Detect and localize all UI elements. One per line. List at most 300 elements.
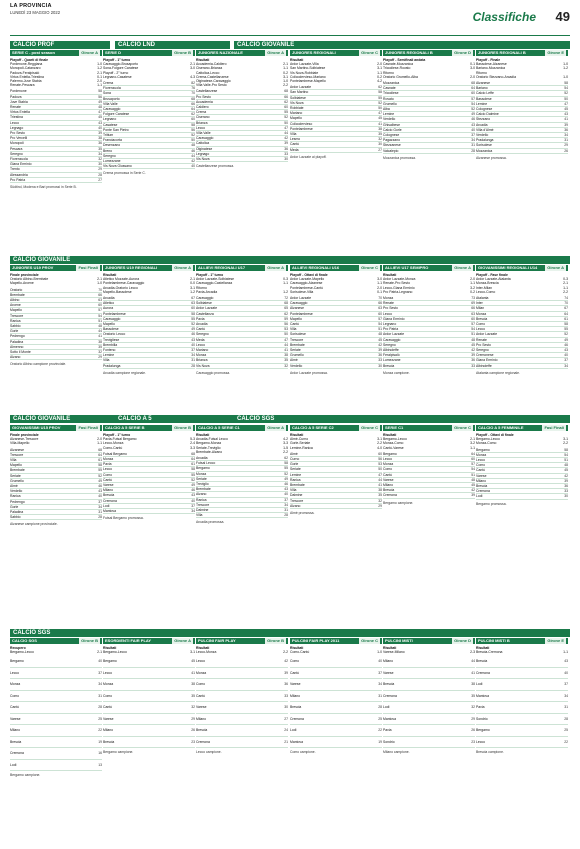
table-row <box>383 493 475 498</box>
match-score: 3-1 <box>190 285 195 290</box>
team-name: Como <box>10 693 20 698</box>
team-points: 28 <box>98 515 102 520</box>
team-points: 56 <box>98 94 102 99</box>
team-name: Monza <box>383 296 394 301</box>
team-points: 42 <box>284 659 288 664</box>
team-points: 63 <box>98 298 102 303</box>
team-name: Como <box>290 659 300 664</box>
table-row <box>10 748 102 760</box>
team-points: 41 <box>191 670 195 675</box>
team-name: Vis Nova <box>290 100 304 105</box>
team-points: 32 <box>284 363 288 368</box>
team-name: Pro Sesto <box>10 131 25 136</box>
block-title-text: CALCIO A 5 FEMMINILE <box>478 425 524 430</box>
team-points: 60 <box>284 105 288 110</box>
team-points: 21 <box>284 739 288 744</box>
team-name: Dalmine <box>196 508 209 513</box>
team-name: Verdello <box>383 117 396 122</box>
table-row <box>383 691 475 703</box>
match-result <box>196 650 288 654</box>
team-name: Ranica <box>10 318 21 323</box>
team-name: Legnano <box>383 322 397 327</box>
team-name: Pro Sesto <box>476 342 491 347</box>
team-points: 43 <box>191 337 195 342</box>
team-name: Almè <box>10 484 18 489</box>
team-name: Cantù <box>196 693 206 698</box>
standings-block <box>383 425 475 627</box>
group-badge: Girone E <box>547 638 564 643</box>
team-points: 24 <box>284 728 288 733</box>
team-name: Ranica <box>290 477 301 482</box>
team-points: 57 <box>471 322 475 327</box>
table-row <box>196 364 288 369</box>
match-score: 2-1 <box>190 277 195 282</box>
standings-table <box>290 452 382 509</box>
newspaper-name: LA PROVINCIA <box>10 3 52 9</box>
team-name: Milano <box>383 483 393 488</box>
block-title-text: PULCINI MISTI <box>385 638 413 643</box>
team-points: 27 <box>284 716 288 721</box>
block-note: Caravaggio promossa. <box>196 370 231 375</box>
team-points: 58 <box>191 467 195 472</box>
team-points: 61 <box>564 316 568 321</box>
team-name: Sorisolese <box>290 332 306 337</box>
team-points: 34 <box>98 151 102 156</box>
team-name: Lecco <box>196 659 206 664</box>
match-teams: Olginatese-Caravaggio <box>196 79 231 84</box>
match-teams: Ardor Lazzate-Atalanta <box>476 277 511 282</box>
match-score: 3-0 <box>377 277 382 282</box>
block-note: Alzanese campione provinciale. <box>10 522 58 527</box>
team-name: Brembate <box>290 342 305 347</box>
results-label: Finale provinciale <box>10 273 39 277</box>
team-points: 35 <box>191 693 195 698</box>
team-points: 63 <box>378 306 382 311</box>
team-points: 56 <box>191 127 195 132</box>
block-title-text: CALCIO A 5 SERIE B <box>105 425 145 430</box>
team-name: Casnate <box>383 86 396 91</box>
match-teams: Lecco-Giana Erminio <box>383 285 415 290</box>
team-points: 51 <box>471 332 475 337</box>
results-label: Risultati <box>383 433 397 437</box>
results-label: Playoff - Semifinali andata <box>383 58 426 62</box>
match-teams: Villa Valle-Pro Sesto <box>196 83 227 88</box>
team-name: Lodi <box>476 494 483 499</box>
match-score: 1-1 <box>470 281 475 286</box>
match-score: 1-0 <box>377 650 382 655</box>
team-name: Alzano <box>290 503 301 508</box>
standings-block <box>103 265 195 413</box>
team-points: 68 <box>98 447 102 452</box>
team-points: 46 <box>284 482 288 487</box>
group-badge: Girone B <box>267 638 284 643</box>
team-points: 43 <box>471 122 475 127</box>
team-points: 66 <box>191 101 195 106</box>
block-title <box>476 50 568 56</box>
team-points: 57 <box>98 308 102 313</box>
team-name: Padova <box>10 94 22 99</box>
team-points: 39 <box>98 131 102 136</box>
team-name: Seregno <box>196 332 209 337</box>
block-title <box>10 265 102 271</box>
team-name: Renate <box>10 105 21 110</box>
team-points: 66 <box>98 292 102 297</box>
results-label: Risultati <box>196 646 210 650</box>
team-name: Rovato <box>383 96 394 101</box>
match-teams: Monopoli-Catanzaro <box>10 66 41 71</box>
team-points: 64 <box>564 311 568 316</box>
team-name: Mapello <box>10 463 22 468</box>
match-score: 3-2 <box>470 441 475 446</box>
match-teams: Tricodiese-Rovato <box>383 66 411 71</box>
team-name: Pedrengo <box>10 499 25 504</box>
match-result <box>103 75 195 79</box>
team-name: Gorle <box>290 462 299 467</box>
team-points: 38 <box>378 488 382 493</box>
team-points: 43 <box>98 120 102 125</box>
team-points: 28 <box>98 172 102 177</box>
team-points: 58 <box>191 311 195 316</box>
team-name: Varese <box>10 716 21 721</box>
team-points: 33 <box>471 363 475 368</box>
group-badge: Girone C <box>361 638 378 643</box>
team-points: 36 <box>284 146 288 151</box>
match-teams: Crema-Castellanzese <box>196 74 229 79</box>
match-teams: Cattolica-Lecco <box>196 70 220 75</box>
standings-block <box>103 638 195 844</box>
team-name: Brembilla <box>103 342 118 347</box>
block-note: Oratorio Albino campione provinciale. <box>10 362 67 367</box>
table-row <box>103 668 195 680</box>
match-score: 4-2 <box>283 437 288 442</box>
block-title <box>103 265 195 271</box>
match-result <box>290 446 382 450</box>
team-name: Brescia <box>383 363 395 368</box>
team-name: Fiorenzuola <box>10 157 28 162</box>
team-name: Meda <box>290 147 299 152</box>
group-badge: Girone C <box>361 50 378 55</box>
table-row <box>476 714 568 726</box>
team-points: 52 <box>564 91 568 96</box>
team-points: 29 <box>98 355 102 360</box>
team-points: 38 <box>98 136 102 141</box>
team-name: Sabbio <box>10 324 21 329</box>
team-points: 70 <box>378 296 382 301</box>
table-row <box>103 679 195 691</box>
team-name: Tritium <box>103 133 114 138</box>
team-points: 37 <box>284 497 288 502</box>
team-points: 60 <box>471 316 475 321</box>
block-note: Ardor Lazzate ai playoff. <box>290 154 327 159</box>
team-name: Fiorenzuola <box>103 86 121 91</box>
match-teams: Renate-Pro Sesto <box>383 281 410 286</box>
table-row <box>290 737 382 749</box>
team-name: Grumello <box>383 101 397 106</box>
team-name: Seregno <box>103 153 116 158</box>
team-points: 47 <box>378 472 382 477</box>
team-points: 30 <box>98 162 102 167</box>
team-points: 13 <box>98 762 102 767</box>
team-points: 36 <box>284 682 288 687</box>
team-points: 57 <box>471 462 475 467</box>
team-name: Albinoleffe <box>476 363 492 368</box>
team-name: Sondrio <box>383 739 395 744</box>
team-name: Calcio Gorle <box>383 127 402 132</box>
group-badge: Girone C <box>361 425 378 430</box>
team-points: 52 <box>98 473 102 478</box>
team-points: 37 <box>98 499 102 504</box>
team-points: 22 <box>378 728 382 733</box>
team-points: 35 <box>378 132 382 137</box>
table-row <box>290 725 382 737</box>
team-points: 68 <box>191 451 195 456</box>
match-teams: Pordenone-Reggiana <box>10 62 43 67</box>
block-title <box>10 638 102 644</box>
block-title <box>10 50 102 56</box>
team-points: 48 <box>378 332 382 337</box>
team-name: Cantù <box>10 705 20 710</box>
match-teams: Arcadia-Oratorio Lecco <box>103 285 138 290</box>
team-points: 34 <box>564 693 568 698</box>
team-name: Caravaggio <box>290 301 308 306</box>
team-points: 48 <box>471 337 475 342</box>
team-name: Dalmine <box>290 493 303 498</box>
match-teams: Cantù-Varese <box>383 445 404 450</box>
results-label: Playoff - 1° turno <box>103 58 131 62</box>
standings-table <box>103 296 195 369</box>
team-name: Villa <box>290 327 297 332</box>
match-teams: Oratorio Albino-Brembate <box>10 277 49 282</box>
team-name: Como <box>476 463 486 468</box>
match-score: 1-1 <box>283 66 288 71</box>
team-name: Sotto il Monte <box>10 350 31 355</box>
team-points: 60 <box>378 451 382 456</box>
team-name: Brembate <box>196 487 211 492</box>
block-title-text: JUNIORES NAZIONALE <box>198 50 243 55</box>
team-points: 44 <box>471 659 475 664</box>
match-teams: Villa-Mapello <box>10 441 30 446</box>
match-teams: Como-Cantù <box>103 445 123 450</box>
team-points: 58 <box>98 463 102 468</box>
match-score: 2-2 <box>283 83 288 88</box>
team-points: 25 <box>564 728 568 733</box>
team-name: Giana Erminio <box>383 316 405 321</box>
team-name: Paladina <box>10 510 24 515</box>
team-name: Albinoleffe <box>383 348 399 353</box>
team-points: 40 <box>191 164 195 169</box>
block-title <box>103 50 195 56</box>
team-name: Oratorio <box>10 287 23 292</box>
team-points: 60 <box>191 306 195 311</box>
standings-block <box>196 638 288 844</box>
team-points: 72 <box>284 296 288 301</box>
team-name: Como <box>476 322 486 327</box>
results-label: Playoff - Ottavi di finale <box>290 273 328 277</box>
block-note: Castellanzese promossa. <box>196 164 235 169</box>
team-name: Cremona <box>10 751 24 756</box>
table-row <box>103 691 195 703</box>
team-name: Villa Valle <box>103 101 118 106</box>
table-row <box>290 364 382 369</box>
standings-table <box>476 448 568 500</box>
section-band: CALCIO SGS <box>10 629 570 637</box>
team-points: 53 <box>284 327 288 332</box>
team-name: Ardor Lazzate <box>196 306 218 311</box>
team-points: 49 <box>284 476 288 481</box>
team-points: 30 <box>378 142 382 147</box>
team-points: 66 <box>378 301 382 306</box>
team-points: 31 <box>564 705 568 710</box>
match-score: 2-0 <box>97 79 102 84</box>
team-name: Oratorio Lecco <box>103 332 126 337</box>
team-points: 53 <box>378 462 382 467</box>
table-row <box>10 515 102 520</box>
team-name: Bergamo <box>103 659 117 664</box>
team-name: Varese <box>383 477 394 482</box>
team-name: Brescia <box>196 728 208 733</box>
team-points: 28 <box>98 705 102 710</box>
team-points: 54 <box>471 467 475 472</box>
team-name: Gorle <box>10 329 19 334</box>
team-points: 52 <box>191 322 195 327</box>
team-name: Brusaporto <box>103 96 120 101</box>
team-name: Brescia <box>290 705 302 710</box>
page-number: 49 <box>555 9 570 24</box>
team-points: 73 <box>471 296 475 301</box>
team-points: 45 <box>378 116 382 121</box>
match-result <box>10 650 102 654</box>
match-score: 2-0 <box>470 74 475 79</box>
team-name: Colicodervieso <box>290 121 313 126</box>
team-points: 64 <box>471 86 475 91</box>
team-points: 31 <box>98 510 102 515</box>
standings-table <box>10 288 102 361</box>
match-teams: Bariano-Mozzanica <box>476 66 506 71</box>
group-badge: Girone A <box>174 638 191 643</box>
block-title-text: JUNIORES U19 PROV <box>12 265 54 270</box>
team-name: Castellanza <box>196 311 214 316</box>
team-name: Pescara <box>10 146 23 151</box>
results-label: Risultati <box>290 58 304 62</box>
team-name: Lecco <box>476 458 486 463</box>
match-teams: Pontelambrese-Cantù <box>290 285 323 290</box>
table-row <box>196 157 288 162</box>
match-score: 1-1 <box>563 650 568 655</box>
team-name: Verdello <box>290 363 303 368</box>
block-title <box>196 265 288 271</box>
section-band: CALCIO GIOVANILE <box>234 41 570 49</box>
team-points: 50 <box>564 96 568 101</box>
team-name: Colognese <box>476 107 493 112</box>
team-name: Pradalunga <box>103 363 121 368</box>
standings-table <box>383 296 475 369</box>
team-name: San Martino <box>290 90 309 95</box>
match-score: 5-3 <box>190 437 195 442</box>
table-row <box>476 725 568 737</box>
table-row <box>476 668 568 680</box>
match-teams: Vis Nova-Robbiate <box>290 70 319 75</box>
team-name: Seriate <box>10 473 21 478</box>
standings-block <box>196 50 288 254</box>
section-band: CALCIO LND <box>115 41 230 49</box>
match-score: 3-0 <box>470 66 475 71</box>
standings-table <box>103 452 195 514</box>
team-points: 51 <box>564 458 568 463</box>
team-points: 70 <box>98 287 102 292</box>
team-name: Grumello <box>10 478 24 483</box>
team-name: Villa <box>290 488 297 493</box>
team-points: 42 <box>471 348 475 353</box>
standings-table <box>383 656 475 748</box>
team-points: 43 <box>564 659 568 664</box>
team-points: 40 <box>98 494 102 499</box>
team-points: 40 <box>471 127 475 132</box>
team-name: Lemine <box>290 472 302 477</box>
team-points: 66 <box>284 94 288 99</box>
standings-block <box>476 265 568 413</box>
team-name: Monza <box>196 670 207 675</box>
team-name: Castellanzese <box>196 89 218 94</box>
table-row <box>383 679 475 691</box>
team-points: 41 <box>284 348 288 353</box>
team-points: 65 <box>284 306 288 311</box>
team-points: 62 <box>378 85 382 90</box>
team-points: 44 <box>191 153 195 158</box>
team-points: 49 <box>564 337 568 342</box>
match-teams: Mapello-Bassolese <box>103 289 132 294</box>
team-name: Pontelambrese <box>103 311 126 316</box>
team-points: 37 <box>378 670 382 675</box>
team-points: 30 <box>284 705 288 710</box>
match-score: 0-3 <box>283 277 288 282</box>
team-name: Colognese <box>383 133 400 138</box>
group-badge: Girone A <box>454 265 471 270</box>
results-label: Risultati <box>103 646 117 650</box>
team-points: 57 <box>471 96 475 101</box>
team-name: Seregno <box>383 342 396 347</box>
team-name: Arcadia <box>196 322 208 327</box>
table-row <box>103 725 195 737</box>
match-result <box>290 290 382 294</box>
block-note: Como campione. <box>290 750 316 755</box>
team-name: Vis Nova Giussano <box>103 164 132 169</box>
team-points: 30 <box>284 157 288 162</box>
team-points: 28 <box>191 363 195 368</box>
team-points: 44 <box>378 477 382 482</box>
standings-table <box>10 89 102 183</box>
match-teams: Seriate-Treviglio <box>196 445 221 450</box>
team-points: 37 <box>564 682 568 687</box>
team-points: 45 <box>98 115 102 120</box>
match-score: 0-0 <box>190 281 195 286</box>
team-name: Lodi <box>10 762 17 767</box>
team-name: Pradalunga <box>476 138 494 143</box>
block-title-text: JUNIORES REGIONALI <box>292 50 336 55</box>
team-name: Pro Patria <box>10 177 26 182</box>
team-name: Calcio Dalmine <box>476 112 499 117</box>
standings-table <box>10 656 102 771</box>
team-name: Trevigliese <box>103 337 120 342</box>
match-teams: Padova-Feralpisalò <box>10 70 40 75</box>
team-points: 40 <box>191 498 195 503</box>
match-teams: Ritorno <box>383 70 394 75</box>
team-name: Ponte San Pietro <box>103 127 129 132</box>
results-label: Recupero <box>10 646 26 650</box>
team-points: 49 <box>98 99 102 104</box>
match-teams: Palermo-Juve Stabia <box>10 79 42 84</box>
team-points: 31 <box>191 358 195 363</box>
team-points: 32 <box>98 157 102 162</box>
